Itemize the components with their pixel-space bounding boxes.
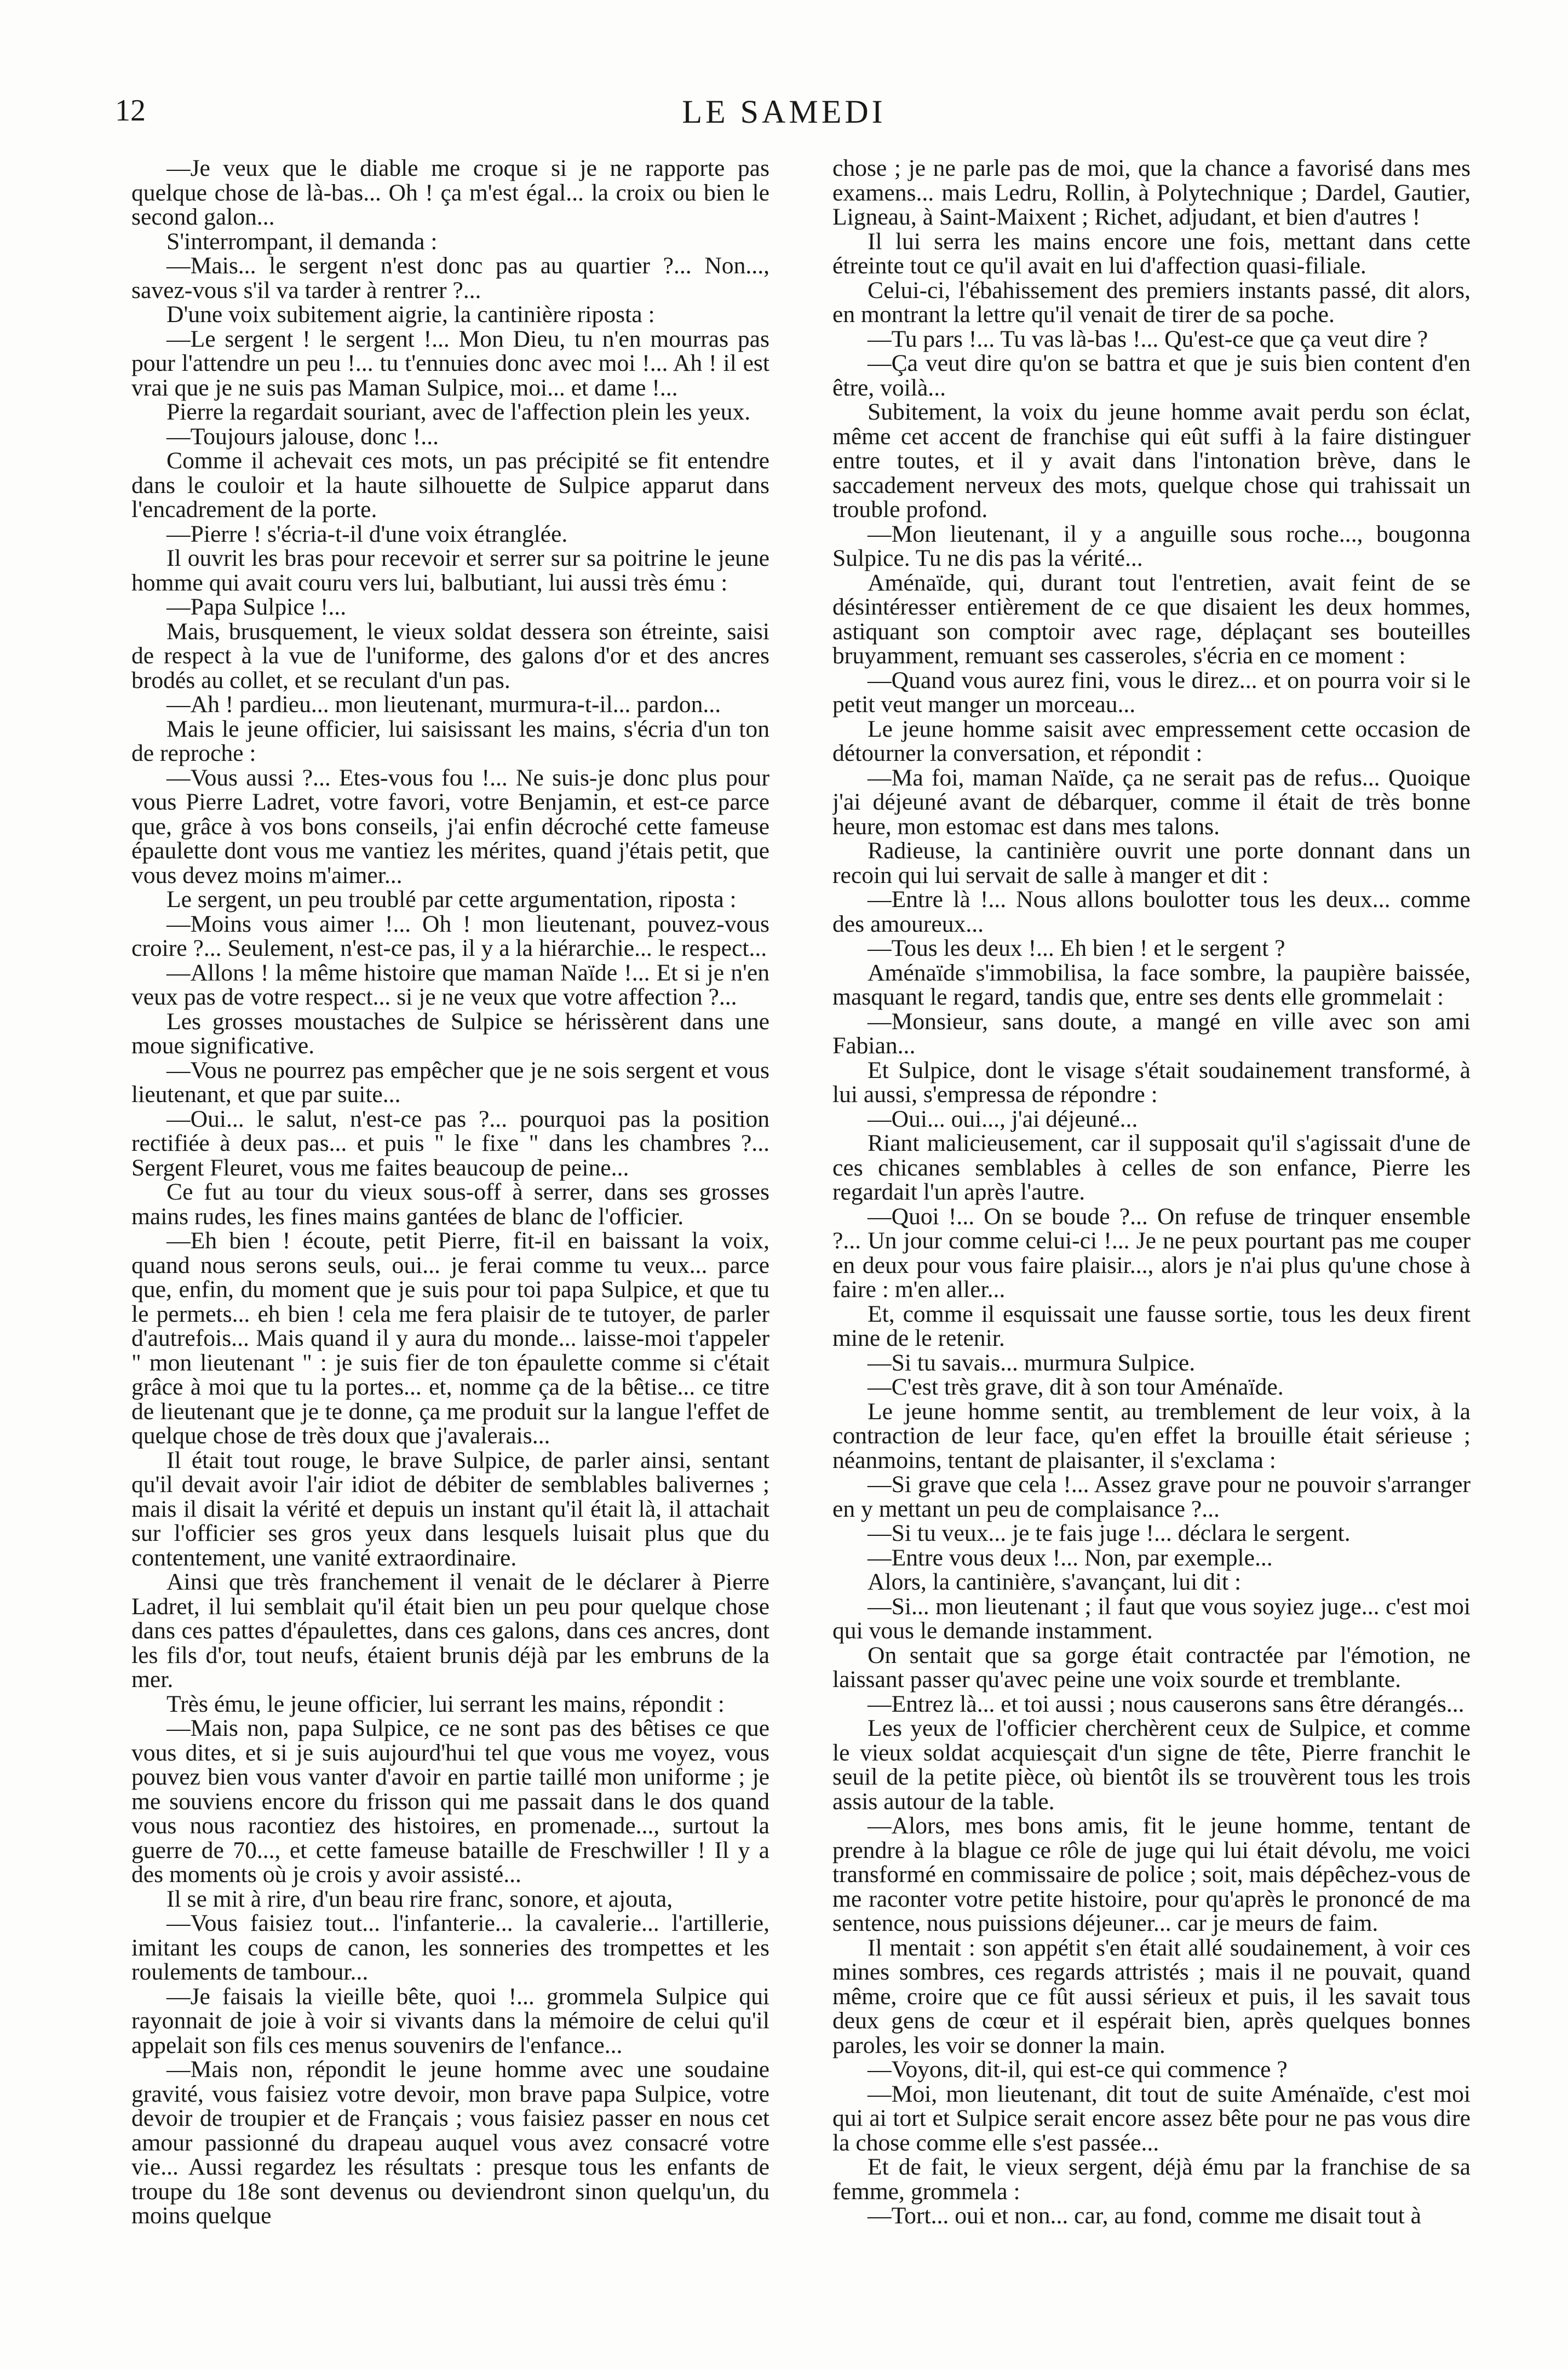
paragraph: —Vous aussi ?... Etes-vous fou !... Ne suis-je donc plus pour vous Pierre Ladret, votre favori, votre Benjamin, et est-ce parce que, grâce à vos bons conseils, j'ai enfin décroché cette fameuse épaulette dont vous me vantiez les mérites, quand j'étais petit, que vous devez moins m'aimer... <box>131 764 769 888</box>
paragraph: —Quoi !... On se boude ?... On refuse de trinquer ensemble ?... Un jour comme celui-ci !... Je ne peux pourtant pas me couper en deux pour vous faire plaisir..., alors je n'ai plus qu'une chose à faire : m'en aller... <box>832 1203 1471 1303</box>
paragraph: —Si grave que cela !... Assez grave pour ne pouvoir s'arranger en y mettant un peu de complaisance ?... <box>832 1471 1471 1522</box>
paragraph: Mais, brusquement, le vieux soldat dessera son étreinte, saisi de respect à la vue de l'uniforme, des galons d'or et des ancres brodés au collet, et se reculant d'un pas. <box>131 618 769 693</box>
paragraph: —Oui... oui..., j'ai déjeuné... <box>868 1105 1138 1132</box>
paragraph: —Ma foi, maman Naïde, ça ne serait pas de refus... Quoique j'ai déjeuné avant de débarquer, comme il était de très bonne heure, mon estomac est dans mes talons. <box>832 764 1471 840</box>
paragraph: Il ouvrit les bras pour recevoir et serrer sur sa poitrine le jeune homme qui avait couru vers lui, balbutiant, lui aussi très ému : <box>131 545 769 596</box>
paragraph: Mais le jeune officier, lui saisissant les mains, s'écria d'un ton de reproche : <box>131 715 769 766</box>
paragraph: —Ça veut dire qu'on se battra et que je suis bien content d'en être, voilà... <box>832 350 1471 401</box>
paragraph: —Tous les deux !... Eh bien ! et le sergent ? <box>868 935 1285 961</box>
paragraph: Les grosses moustaches de Sulpice se hérissèrent dans une moue significative. <box>131 1008 769 1059</box>
paragraph: Riant malicieusement, car il supposait qu'il s'agissait d'une de ces chicanes semblables à celles de son enfance, Pierre les regardait l'un après l'autre. <box>832 1130 1471 1205</box>
paragraph: chose ; je ne parle pas de moi, que la chance a favorisé dans mes examens... mais Ledru, Rollin, à Polytechnique ; Dardel, Gautier, Ligneau, à Saint-Maixent ; Richet, adjudant, et bien d'autres ! <box>832 156 1471 230</box>
paragraph: —Quand vous aurez fini, vous le direz... et on pourra voir si le petit veut manger un morceau... <box>832 667 1471 718</box>
paragraph: —Si... mon lieutenant ; il faut que vous soyiez juge... c'est moi qui vous le demande instamment. <box>832 1593 1471 1644</box>
paragraph: Il lui serra les mains encore une fois, mettant dans cette étreinte tout ce qu'il avait en lui d'affection quasi-filiale. <box>832 228 1471 279</box>
paragraph: Il était tout rouge, le brave Sulpice, de parler ainsi, sentant qu'il devait avoir l'air idiot de débiter de semblables balivernes ; mais il disait la vérité et depuis un instant qu'il était là, il attachait sur l'officier ses gros yeux dans lesquels luisait plus que du contentement, une vanité extraordinaire. <box>131 1447 769 1571</box>
page-number: 12 <box>115 94 146 128</box>
paragraph: —Moi, mon lieutenant, dit tout de suite Aménaïde, c'est moi qui ai tort et Sulpice serait encore assez bête pour ne pas vous dire la chose comme elle s'est passée... <box>832 2080 1471 2156</box>
paragraph: Il se mit à rire, d'un beau rire franc, sonore, et ajouta, <box>166 1885 673 1912</box>
paragraph: Aménaïde, qui, durant tout l'entretien, avait feint de se désintéresser entièrement de ce que disaient les deux hommes, astiquant son comptoir avec rage, déplaçant ses bouteilles bruyamment, remuant ses casseroles, s'écria en ce moment : <box>832 569 1471 669</box>
paragraph: —Mais non, répondit le jeune homme avec une soudaine gravité, vous faisiez votre devoir, mon brave papa Sulpice, votre devoir de troupier et de Français ; vous faisiez passer en nous cet amour passionné du drapeau auquel vous avez consacré votre vie... Aussi regardez les résultats : presque tous les enfants de troupe du 18e sont devenus ou deviendront sinon quelqu'un, du moins quelque <box>131 2056 769 2229</box>
paragraph: —Moins vous aimer !... Oh ! mon lieutenant, pouvez-vous croire ?... Seulement, n'est-ce pas, il y a la hiérarchie... le respect... <box>131 910 769 961</box>
paragraph: —Mais non, papa Sulpice, ce ne sont pas des bêtises ce que vous dites, et si je suis aujourd'hui tel que vous me voyez, vous pouvez bien vous vanter d'avoir en partie taillé mon uniforme ; je me souviens encore du frisson qui me passait dans le dos quand vous nous racontiez des histoires, en promenade..., surtout la guerre de 70..., et cette fameuse bataille de Freschwiller ! Il y a des moments où je crois y avoir assisté... <box>131 1715 769 1888</box>
text-column-right <box>832 156 1471 2281</box>
paragraph: Le jeune homme sentit, au tremblement de leur voix, à la contraction de leur face, qu'en effet la brouille était sérieuse ; néanmoins, tentant de plaisanter, il s'exclama : <box>832 1398 1471 1473</box>
paragraph: Le sergent, un peu troublé par cette argumentation, riposta : <box>166 886 737 913</box>
paragraph: —Vous ne pourrez pas empêcher que je ne sois sergent et vous lieutenant, et que par suite... <box>131 1057 769 1108</box>
paragraph: Et, comme il esquissait une fausse sortie, tous les deux firent mine de le retenir. <box>832 1300 1471 1351</box>
paragraph: —Je veux que le diable me croque si je ne rapporte pas quelque chose de là-bas... Oh ! ça m'est égal... la croix ou bien le second galon... <box>131 156 769 230</box>
paragraph: Ce fut au tour du vieux sous-off à serrer, dans ses grosses mains rudes, les fines mains gantées de blanc de l'officier. <box>131 1179 769 1230</box>
paragraph: Très ému, le jeune officier, lui serrant les mains, répondit : <box>166 1690 725 1717</box>
paragraph: —Tu pars !... Tu vas là-bas !... Qu'est-ce que ça veut dire ? <box>868 325 1428 352</box>
paragraph: —Monsieur, sans doute, a mangé en ville avec son ami Fabian... <box>832 1008 1471 1059</box>
paragraph: Pierre la regardait souriant, avec de l'affection plein les yeux. <box>166 399 751 425</box>
paragraph: —Pierre ! s'écria-t-il d'une voix étranglée. <box>166 520 568 547</box>
paragraph: —Toujours jalouse, donc !... <box>166 423 439 450</box>
paragraph: —Le sergent ! le sergent !... Mon Dieu, tu n'en mourras pas pour l'attendre un peu !... tu t'ennuies donc avec moi !... Ah ! il est vrai que je ne suis pas Maman Sulpice, moi... et dame !... <box>131 325 769 401</box>
paragraph: —C'est très grave, dit à son tour Aménaïde. <box>868 1374 1284 1400</box>
paragraph: —Vous faisiez tout... l'infanterie... la cavalerie... l'artillerie, imitant les coups de canon, les sonneries des trompettes et les roulements de tambour... <box>131 1910 769 1985</box>
paragraph: —Alors, mes bons amis, fit le jeune homme, tentant de prendre à la blague ce rôle de juge qui lui était dévolu, me voici transformé en commissaire de police ; soit, mais dépêchez-vous de me raconter votre petite histoire, pour qu'après le prononcé de ma sentence, nous puissions déjeuner... car je meurs de faim. <box>832 1812 1471 1936</box>
paragraph: —Entre là !... Nous allons boulotter tous les deux... comme des amoureux... <box>832 886 1471 937</box>
paragraph: Le jeune homme saisit avec empressement cette occasion de détourner la conversation, et répondit : <box>832 715 1471 766</box>
paragraph: Celui-ci, l'ébahissement des premiers instants passé, dit alors, en montrant la lettre qu'il venait de tirer de sa poche. <box>832 277 1471 328</box>
paragraph: —Si tu savais... murmura Sulpice. <box>868 1349 1196 1376</box>
paragraph: —Ah ! pardieu... mon lieutenant, murmura-t-il... pardon... <box>166 691 721 718</box>
journal-title: LE SAMEDI <box>682 94 886 130</box>
paragraph: —Allons ! la même histoire que maman Naïde !... Et si je n'en veux pas de votre respect... si je ne veux que votre affection ?... <box>131 959 769 1010</box>
paragraph: —Tort... oui et non... car, au fond, comme me disait tout à <box>868 2202 1421 2229</box>
paragraph: —Mon lieutenant, il y a anguille sous roche..., bougonna Sulpice. Tu ne dis pas la vérité... <box>832 520 1471 571</box>
paragraph: —Voyons, dit-il, qui est-ce qui commence ? <box>868 2056 1288 2083</box>
text-column-left <box>131 156 769 2281</box>
paragraph: Ainsi que très franchement il venait de le déclarer à Pierre Ladret, il lui semblait qu'il était bien un peu pour quelque chose dans ces pattes d'épaulettes, dans ces galons, dans ces ancres, dont les fils d'or, tout neufs, étaient brunis déjà par les embruns de la mer. <box>131 1569 769 1693</box>
paragraph: —Eh bien ! écoute, petit Pierre, fit-il en baissant la voix, quand nous serons seuls, oui... je ferai comme tu veux... parce que, enfin, du moment que je suis pour toi papa Sulpice, et que tu le permets... eh bien ! cela me fera plaisir de te tutoyer, de parler d'autrefois... Mais quand il y aura du monde... laisse-moi t'appeler " mon lieutenant " : je suis fier de ton épaulette comme si c'était grâce à moi que tu la portes... et, nomme ça de la bêtise... ce titre de lieutenant que je te donne, ça me produit sur la langue l'effet de quelque chose de très doux que j'avalerais... <box>131 1227 769 1449</box>
paragraph: Et de fait, le vieux sergent, déjà ému par la franchise de sa femme, grommela : <box>832 2154 1471 2205</box>
paragraph: Et Sulpice, dont le visage s'était soudainement transformé, à lui aussi, s'empressa de répondre : <box>832 1057 1471 1108</box>
paragraph: S'interrompant, il demanda : <box>166 228 438 255</box>
paragraph: —Oui... le salut, n'est-ce pas ?... pourquoi pas la position rectifiée à deux pas... et puis " le fixe " dans les chambres ?... Sergent Fleuret, vous me faites beaucoup de peine... <box>131 1105 769 1181</box>
paragraph: —Je faisais la vieille bête, quoi !... grommela Sulpice qui rayonnait de joie à voir si vivants dans la mémoire de celui qu'il appelait son fils ces menus souvenirs de l'enfance... <box>131 1983 769 2058</box>
paragraph: Les yeux de l'officier cherchèrent ceux de Sulpice, et comme le vieux soldat acquiesçait d'un signe de tête, Pierre franchit le seuil de la petite pièce, où bientôt ils se trouvèrent tous les trois assis autour de la table. <box>832 1715 1471 1815</box>
paragraph: Alors, la cantinière, s'avançant, lui dit : <box>868 1569 1242 1595</box>
paragraph: —Entre vous deux !... Non, par exemple... <box>868 1544 1273 1571</box>
paragraph: Aménaïde s'immobilisa, la face sombre, la paupière baissée, masquant le regard, tandis que, entre ses dents elle grommelait : <box>832 959 1471 1010</box>
paragraph: Il mentait : son appétit s'en était allé soudainement, à voir ces mines sombres, ces regards attristés ; mais il ne pouvait, quand même, croire que ce fût aussi sérieux et puis, il les savait tous deux gens de cœur et il espérait bien, après quelques bonnes paroles, les voir se donner la main. <box>832 1934 1471 2058</box>
paragraph: —Si tu veux... je te fais juge !... déclara le sergent. <box>868 1520 1351 1546</box>
page-header <box>115 93 1453 137</box>
paragraph: Comme il achevait ces mots, un pas précipité se fit entendre dans le couloir et la haute silhouette de Sulpice apparut dans l'encadrement de la porte. <box>131 448 769 523</box>
paragraph: —Entrez là... et toi aussi ; nous causerons sans être dérangés... <box>868 1690 1464 1717</box>
paragraph: Subitement, la voix du jeune homme avait perdu son éclat, même cet accent de franchise qui eût suffi à la faire distinguer entre toutes, et il y avait dans l'intonation brève, dans le saccadement nerveux des mots, quelque chose qui trahissait un trouble profond. <box>832 399 1471 523</box>
paragraph: Radieuse, la cantinière ouvrit une porte donnant dans un recoin qui lui servait de salle à manger et dit : <box>832 838 1471 888</box>
paragraph: —Mais... le sergent n'est donc pas au quartier ?... Non..., savez-vous s'il va tarder à rentrer ?... <box>131 253 769 303</box>
paragraph: D'une voix subitement aigrie, la cantinière riposta : <box>166 301 655 328</box>
paragraph: On sentait que sa gorge était contractée par l'émotion, ne laissant passer qu'avec peine une voix sourde et tremblante. <box>832 1642 1471 1693</box>
paragraph: —Papa Sulpice !... <box>166 594 347 620</box>
